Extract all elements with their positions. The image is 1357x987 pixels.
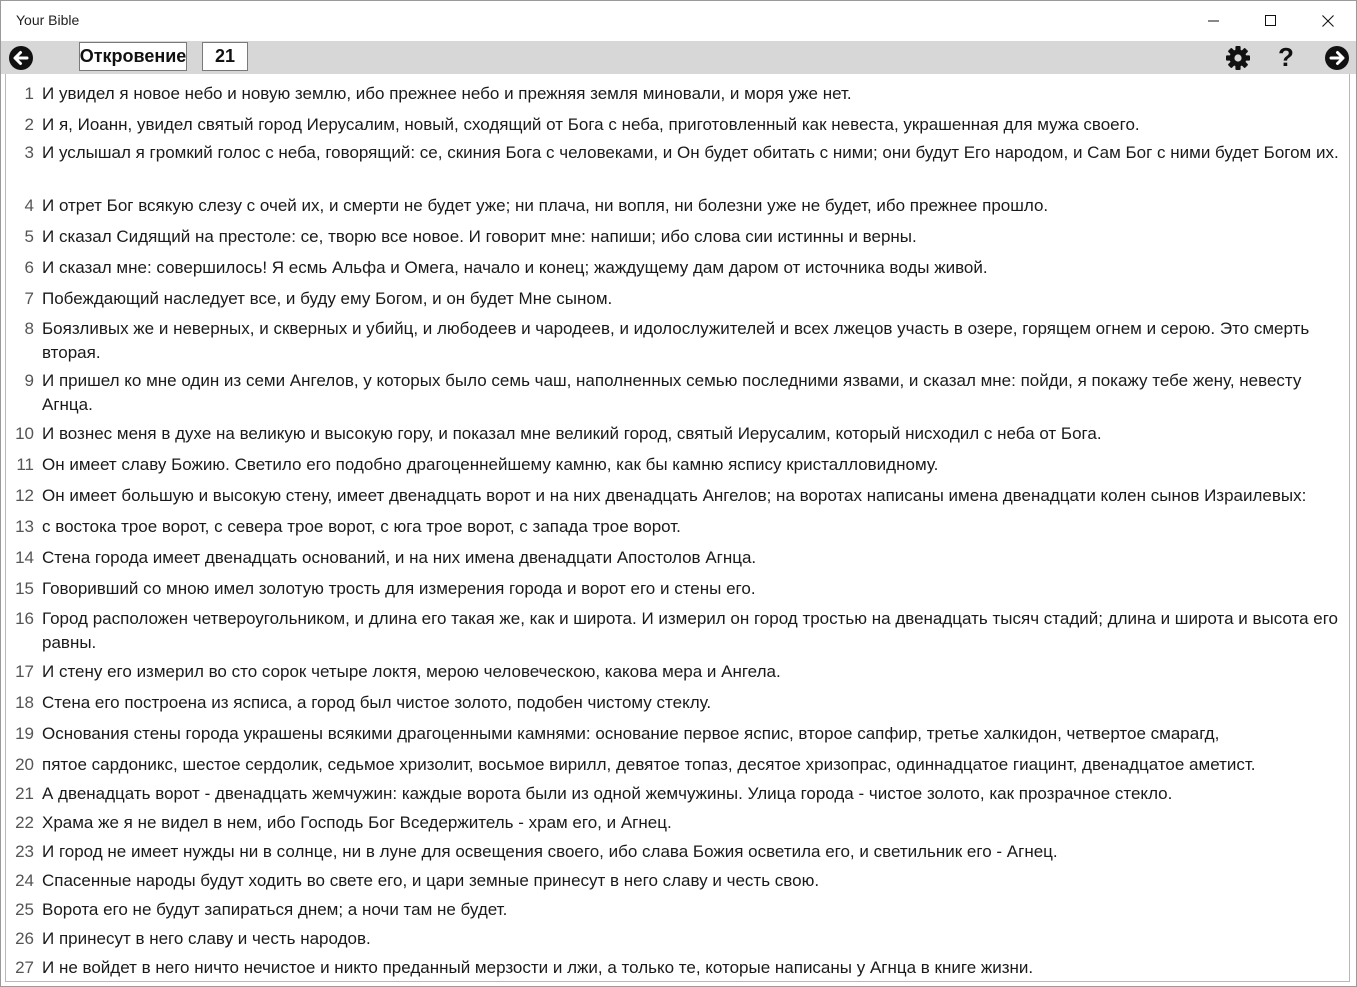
minimize-icon [1208,15,1220,27]
verse-number: 11 [16,455,34,474]
verse-text: А двенадцать ворот - двенадцать жемчужин: каждые ворота были из одной жемчужины. Улица города - чистое золото, как прозрачное стекло. [42,784,1173,803]
verse-text: Город расположен четвероугольником, и длина его такая же, как и широта. И измерил он город тростью на двенадцать тысяч стадий; длина и широта и высота его равны. [42,609,1338,652]
verse-text: Он имеет славу Божию. Светило его подобно драгоценнейшему камню, как бы камню яспису кристалловидному. [42,455,939,474]
verse-text: Ворота его не будут запираться днем; а ночи там не будет. [42,900,508,919]
verse-number: 7 [24,289,34,308]
verse-number: 3 [24,143,34,162]
question-mark-icon: ? [1278,42,1294,72]
verse-text: пятое сардоникс, шестое сердолик, седьмое хризолит, восьмое вирилл, девятое топаз, десятое хризопрас, одиннадцатое гиацинт, двенадцатое аметист. [42,755,1256,774]
verse-number: 19 [15,724,34,743]
title-bar[interactable] [1,1,1356,41]
verse-number: 13 [15,517,34,536]
verse-text: И отрет Бог всякую слезу с очей их, и смерти не будет уже; ни плача, ни вопля, ни болезни уже не будет, ибо прежнее прошло. [42,196,1049,215]
verse-text: Спасенные народы будут ходить во свете его, и цари земные принесут в него славу и честь свою. [42,871,820,890]
verse-number: 10 [15,424,34,443]
verses-list[interactable] [5,74,1350,982]
next-chapter-button[interactable] [1324,45,1350,71]
verse-text: Стена его построена из ясписа, а город был чистое золото, подобен чистому стеклу. [42,693,712,712]
verse-text: И услышал я громкий голос с неба, говорящий: се, скиния Бога с человеками, и Он будет обитать с ними; они будут Его народом, и Сам Бог с ними будет Богом их. [42,143,1339,162]
verse-text: И увидел я новое небо и новую землю, ибо прежнее небо и прежняя земля миновали, и моря уже нет. [42,84,852,103]
verse-number: 17 [15,662,34,681]
maximize-button[interactable] [1243,1,1299,41]
verse-text: И город не имеет нужды ни в солнце, ни в луне для освещения своего, ибо слава Божия осветила его, и светильник его - Агнец. [42,842,1058,861]
verse-number: 18 [15,693,34,712]
toolbar [1,41,1356,74]
verse-number: 25 [15,900,34,919]
verse-number: 27 [15,958,34,977]
verse-text: Говоривший со мною имел золотую трость для измерения города и ворот его и стены его. [42,579,756,598]
verse-text: Побеждающий наследует все, и буду ему Богом, и он будет Мне сыном. [42,289,613,308]
verse-number: 4 [24,196,34,215]
verse-text: И принесут в него славу и честь народов. [42,929,371,948]
gear-icon [1225,45,1251,71]
verse-text: Храма же я не видел в нем, ибо Господь Бог Вседержитель - храм его, и Агнец. [42,813,672,832]
verse-number: 20 [15,755,34,774]
verse-text: Стена города имеет двенадцать оснований, и на них имена двенадцати Апостолов Агнца. [42,548,757,567]
arrow-right-circle-icon [1324,45,1350,71]
verse-number: 23 [15,842,34,861]
close-button[interactable] [1300,1,1356,41]
help-button[interactable] [1273,42,1299,72]
verse-number: 15 [15,579,34,598]
verse-text: И стену его измерил во сто сорок четыре локтя, мерою человеческою, какова мера и Ангела. [42,662,781,681]
verse-text: Боязливых же и неверных, и скверных и убийц, и любодеев и чародеев, и идолослужителей и всех лжецов участь в озере, горящем огнем и серою. Это смерть вторая. [42,319,1310,362]
arrow-left-circle-icon [8,45,34,71]
verse-number: 21 [15,784,34,803]
verse-text: И я, Иоанн, увидел святый город Иерусалим, новый, сходящий от Бога с неба, приготовленный как невеста, украшенная для мужа своего. [42,115,1140,134]
verse-number: 6 [24,258,34,277]
verse-text: И вознес меня в духе на великую и высокую гору, и показал мне великий город, святый Иерусалим, который нисходил с неба от Бога. [42,424,1102,443]
verse-number: 26 [15,929,34,948]
verse-number: 22 [15,813,34,832]
verse-text: И сказал Сидящий на престоле: се, творю все новое. И говорит мне: напиши; ибо слова сии истинны и верны. [42,227,917,246]
app-title: Your Bible [16,12,80,28]
verse-text: И пришел ко мне один из семи Ангелов, у которых было семь чаш, наполненных семью последними язвами, и сказал мне: пойди, я покажу тебе жену, невесту Агнца. [42,371,1302,414]
verse-number: 8 [24,319,34,338]
verse-text: Основания стены города украшены всякими драгоценными камнями: основание первое яспис, второе сапфир, третье халкидон, четвертое смарагд, [42,724,1220,743]
verse-number: 9 [24,371,34,390]
verse-text: И не войдет в него ничто нечистое и никто преданный мерзости и лжи, а только те, которые написаны у Агнца в книге жизни. [42,958,1034,977]
book-selector[interactable]: Откровение [79,42,187,71]
verse-number: 2 [24,115,34,134]
previous-chapter-button[interactable] [8,45,34,71]
verse-number: 1 [24,84,34,103]
verse-text: И сказал мне: совершилось! Я есмь Альфа и Омега, начало и конец; жаждущему дам даром от источника воды живой. [42,258,988,277]
verse-text: Он имеет большую и высокую стену, имеет двенадцать ворот и на них двенадцать Ангелов; на воротах написаны имена двенадцати колен сынов Израилевых: [42,486,1307,505]
verse-number: 16 [15,609,34,628]
minimize-button[interactable] [1186,1,1242,41]
settings-button[interactable] [1225,45,1251,71]
close-icon [1322,15,1334,27]
verse-number: 24 [15,871,34,890]
chapter-selector[interactable]: 21 [202,42,248,71]
verse-number: 14 [15,548,34,567]
verse-text: с востока трое ворот, с севера трое ворот, с юга трое ворот, с запада трое ворот. [42,517,681,536]
verse-number: 5 [24,227,34,246]
verse-number: 12 [15,486,34,505]
maximize-icon [1265,15,1277,27]
